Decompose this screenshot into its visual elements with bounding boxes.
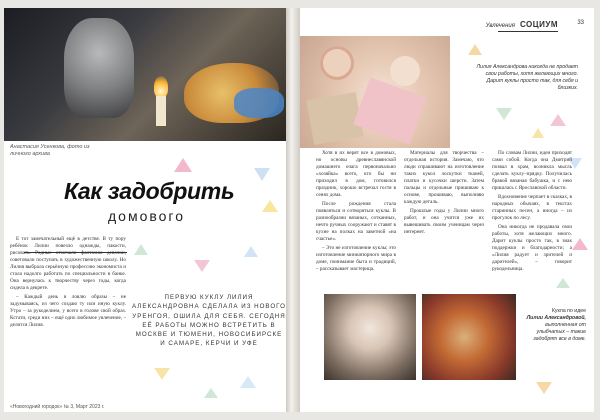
confetti-triangle — [550, 114, 566, 126]
candle-flame — [154, 76, 168, 98]
dolls-photo — [300, 36, 450, 148]
candle — [156, 96, 166, 126]
doll-head — [390, 56, 420, 86]
goblin-cat-photo — [4, 8, 286, 141]
body-paragraph: Прошлые годы у Лилии много работ, и она учится уже их вывешивать своим ученицам через интернет. — [404, 208, 484, 236]
left-body-text — [10, 236, 126, 331]
body-paragraph: Хотя в их верят все в домовых, но основы древнеславянской домашнего очага первоначально «хозяйка» всего, кто бы ни приходил в дом, готовился праздник, хорошо встречал гостя в сенях дома. — [316, 150, 396, 199]
text-column-2 — [404, 150, 484, 238]
confetti-triangle — [262, 200, 278, 212]
photo-credit: Анастасия Усенкова, фото из личного архива — [10, 144, 90, 158]
magazine-footer: «Новогодний городок» № 3, Март 2023 г. — [10, 404, 105, 410]
confetti-triangle — [532, 128, 544, 138]
cat-blanket — [234, 88, 284, 118]
section-header — [486, 20, 558, 29]
bottom-caption — [522, 308, 586, 343]
body-paragraph: Она никогда не продавала свои работы, хотя желающих много. Дарит куклы просто так, в знак поддержки и благодарности; а «Лилия радует и зрителей и дарителей», – говорит рукодельница. — [492, 224, 572, 273]
confetti-triangle — [536, 382, 552, 394]
confetti-triangle — [496, 108, 512, 120]
right-page — [300, 8, 594, 412]
caption-prefix: Кукла по идее — [551, 308, 586, 314]
confetti-triangle — [240, 376, 256, 388]
confetti-triangle — [244, 246, 258, 257]
header-rule — [498, 31, 558, 32]
body-paragraph: Материалы для творчества – отдельная история. Замечаю, что люди спрашивают на изготовление таких кукол лоскутки тканей, платки и кусочки шерсти. Затем пальцы и отдельные пришиваю к основе, прошиваю, выполняю каждую деталь. — [404, 150, 484, 206]
redhead-doll — [422, 294, 516, 380]
body-paragraph: Е тот замечательный ещё в детстве. В ту пору ребёнок Лилии повезло однажды, пакости, рисовать. Родные отмечали фантазию девочки, советовали поступать в художественную школу. Но Лилия выбрала серьёзную профессию экономиста и стала надолго работать по специальности в банке. Она вернулась к творчеству через годы, когда сидела в декрете. — [10, 236, 126, 292]
text-column-3 — [492, 150, 572, 275]
confetti-triangle — [154, 368, 170, 380]
article-subtitle: домового — [108, 208, 186, 224]
dolls-closeup-photo — [324, 294, 516, 380]
doll-head — [320, 46, 354, 80]
confetti-triangle — [174, 158, 192, 172]
body-paragraph: По словам Лилии, идеи приходят сами собой. Когда она Дмитрий позвал в храм, возникла мысль сделать куклу–прядку. Получилась бравой вязаная бабушка, и с нею пришлась с Ярославской области. — [492, 150, 572, 192]
dolls-caption: Лилия Александрова никогда не продает свои работы, хотя желающих много. Дарит куклы просто так, для себя и близких. — [476, 64, 578, 92]
confetti-triangle — [204, 388, 218, 398]
text-column-1 — [316, 150, 396, 275]
old-woman-doll — [324, 294, 416, 380]
body-paragraph: – Это не изготовление куклы; это изготовление миниатюрного мира в доме, понимание быта и традиций, – рассказывает мастерица. — [316, 245, 396, 273]
confetti-triangle — [134, 244, 148, 255]
article-title: Как задобрить — [64, 178, 235, 204]
spread-gutter — [286, 8, 300, 412]
confetti-triangle — [468, 44, 482, 55]
confetti-triangle — [254, 168, 270, 181]
body-paragraph: – Каждый день я ловлю образы – не задумываясь, из чего создаю ту или иную куклу. Утро – за рукоделием, у всего в голове свой образ. Кстати, среди них – ещё одно любимое увлечение, – делится Лилия. — [10, 294, 126, 329]
caption-rest: выполненная от улыбчатых – такие задобрят все в доме. — [533, 322, 586, 343]
pullquote: ПЕРВУЮ КУКЛУ ЛИЛИЯ АЛЕКСАНДРОВНА СДЕЛАЛА ИЗ НОВОГО УРЕНГОЯ, ОШИЛА ДЛЯ СЕБЯ. СЕГОДНЯ ЕЁ РАБОТЫ МОЖНО ВСТРЕТИТЬ В МОСКВЕ И ТЮМЕНИ, НОВОСИБИРСКЕ И САМАРЕ, КЕРЧИ И УФЕ — [132, 294, 286, 348]
section-name: СОЦИУМ — [519, 20, 558, 29]
section-prefix: Увлечения — [485, 23, 515, 29]
goblin-figure — [64, 18, 134, 118]
caption-author: Лилии Александровой, — [526, 315, 586, 322]
confetti-triangle — [556, 278, 570, 288]
body-paragraph: После рождения стала появляться и сотворяться куклы. В разнообразии вязаных, сотканных, нечто ручных сооружают и ставят в кухне на полках на заветной «на счастье». — [316, 201, 396, 243]
left-page — [4, 8, 286, 412]
body-paragraph: Вдохновение черпает в сказках, в народных обычаях, в текстах старинных песен, а иногда – из прогулок по лесу. — [492, 194, 572, 222]
confetti-triangle — [572, 238, 588, 250]
fabric-piece — [353, 77, 426, 145]
confetti-triangle — [194, 260, 210, 272]
page-number: 33 — [577, 20, 584, 26]
